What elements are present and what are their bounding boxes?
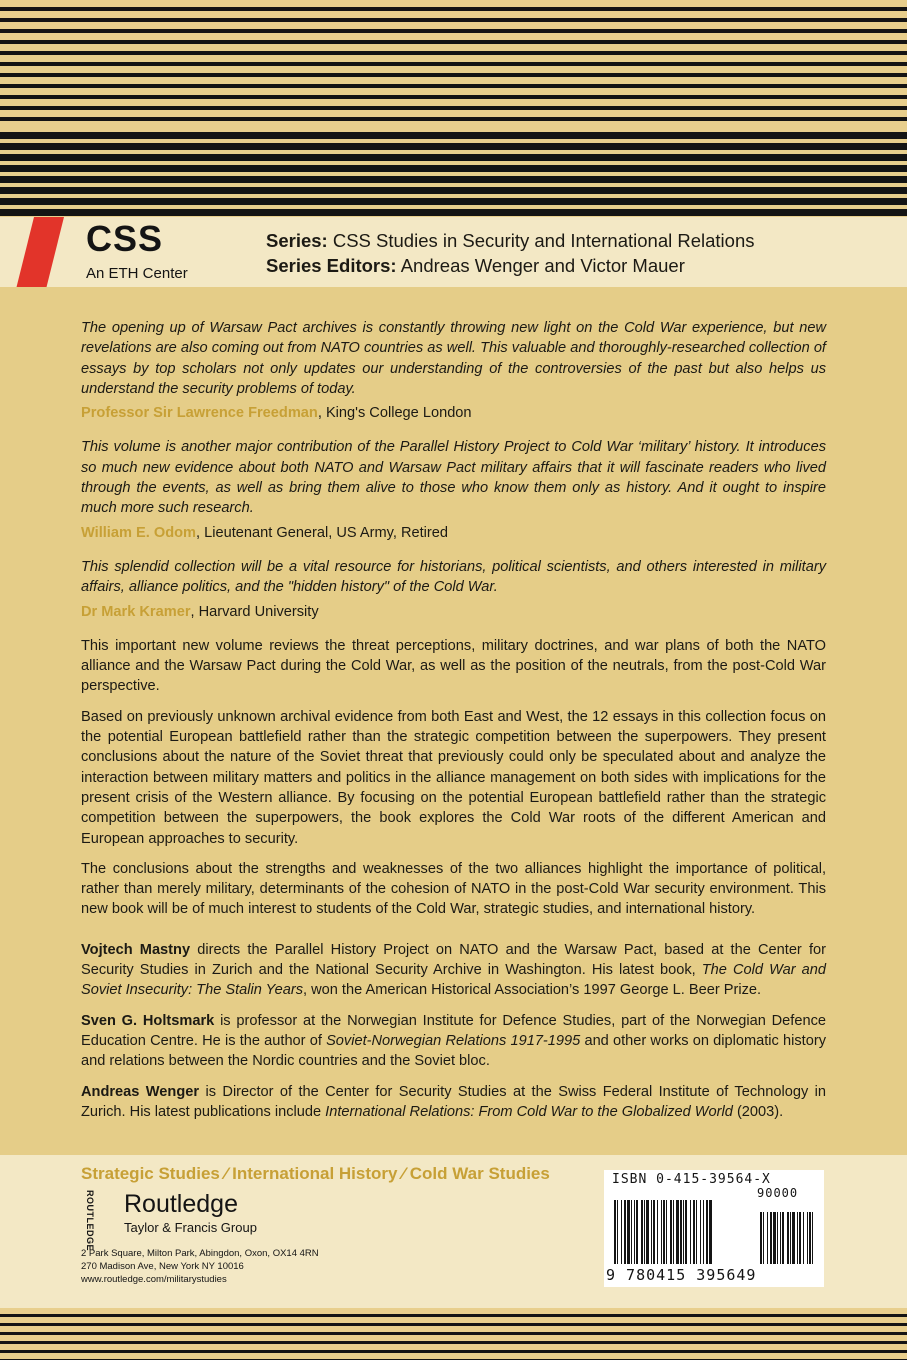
barcode-bar bbox=[773, 1212, 776, 1264]
barcode-bar bbox=[770, 1212, 772, 1264]
author-name: Andreas Wenger bbox=[81, 1083, 200, 1100]
barcode-bar bbox=[644, 1200, 645, 1264]
barcode-bar bbox=[621, 1200, 622, 1264]
barcode-bar bbox=[663, 1200, 665, 1264]
publisher-website: www.routledge.com/militarystudies bbox=[81, 1274, 227, 1285]
bio-text: is Director of the Center for Security Studies at the Swiss Federal Institute of Technology in Zurich. His latest publications include bbox=[81, 1083, 827, 1120]
publisher-group: Taylor & Francis Group bbox=[124, 1220, 257, 1235]
barcode-bar bbox=[700, 1200, 701, 1264]
endorser-affiliation: , Lieutenant General, US Army, Retired bbox=[196, 524, 449, 541]
endorser-affiliation: , King's College London bbox=[317, 405, 472, 422]
address-line: 270 Madison Ave, New York NY 10016 bbox=[81, 1261, 244, 1272]
barcode-bar bbox=[812, 1212, 813, 1264]
subject-categories: Strategic Studies ⁄ International History ⁄ Cold War Studies bbox=[81, 1164, 550, 1183]
author-name: Vojtech Mastny bbox=[81, 941, 191, 958]
barcode-bar bbox=[680, 1200, 682, 1264]
barcode-bar bbox=[631, 1200, 632, 1264]
series-info bbox=[266, 228, 754, 278]
book-title: Soviet-Norwegian Relations 1917-1995 bbox=[326, 1032, 581, 1049]
barcode-bar bbox=[653, 1200, 655, 1264]
bio-text: , won the American Historical Association’s 1997 George L. Beer Prize. bbox=[303, 982, 762, 999]
editors-line bbox=[266, 253, 754, 278]
book-title: The Cold War and Soviet Insecurity: The Stalin Years bbox=[81, 962, 826, 999]
barcode-bar bbox=[703, 1200, 704, 1264]
barcode-bar bbox=[790, 1212, 791, 1264]
css-logo-text: CSS bbox=[86, 218, 164, 259]
back-cover-content bbox=[81, 318, 826, 1132]
author-name: Sven G. Holtsmark bbox=[81, 1012, 215, 1029]
description-paragraph: This important new volume reviews the threat perceptions, military doctrines, and war plans of both the NATO alliance and the Warsaw Pact during the Cold War, as well as the position of the neutrals, from the post-Cold War perspective. bbox=[81, 637, 826, 695]
description-paragraph: Based on previously unknown archival evidence from both East and West, the 12 essays in this collection focus on the potential European battlefield rather than the strategic competition between the superpowers. They present conclusions about the nature of the Soviet threat that previously could only be speculated about and analyze the interaction between military matters and politics in the alliance management on both sides with implications for the present crisis of the Western alliance. By focusing on the potential European battlefield rather than the strategic competition between the superpowers, the book explores the Cold War roots of the different American and European approaches to security. bbox=[81, 708, 826, 847]
publisher-name: Routledge bbox=[124, 1190, 238, 1218]
css-logo-subtitle: An ETH Center bbox=[86, 265, 188, 282]
barcode-bar bbox=[787, 1212, 789, 1264]
bottom-stripes bbox=[0, 1308, 907, 1360]
endorser-name: Dr Mark Kramer bbox=[81, 603, 191, 620]
barcode-bar bbox=[634, 1200, 635, 1264]
endorsement-attribution bbox=[81, 602, 826, 622]
barcode-bar bbox=[797, 1212, 798, 1264]
price-code: 90000 bbox=[757, 1186, 799, 1200]
endorser-name: Professor Sir Lawrence Freedman bbox=[81, 405, 318, 422]
barcode-bar bbox=[709, 1200, 712, 1264]
barcode-bar bbox=[685, 1200, 687, 1264]
endorsement-quote: This volume is another major contribution of the Parallel History Project to Cold War ‘military’ history. It introduces so much new evidence about both NATO and Warsaw Pact military affairs that it will fascinate readers who lived through the events, as well as bring them alive to those who know them only as history. And it ought to inspire much more such research. bbox=[81, 439, 826, 517]
barcode-bar bbox=[673, 1200, 674, 1264]
top-stripes-dense bbox=[0, 128, 907, 217]
barcode-bar bbox=[661, 1200, 662, 1264]
endorsement-attribution bbox=[81, 403, 826, 423]
barcode-bar bbox=[670, 1200, 672, 1264]
section-gap bbox=[81, 930, 826, 940]
routledge-logo-mark: ROUTLEDGE bbox=[85, 1190, 95, 1252]
bio-text: and other works on diplomatic history and relations between the Nordic countries and the Soviet bloc. bbox=[81, 1032, 826, 1070]
barcode-bar bbox=[614, 1200, 616, 1264]
endorsement-quote: The opening up of Warsaw Pact archives is constantly throwing new light on the Cold War experience, but new revelations are also coming out from NATO countries as well. This valuable and thoroughly-researched collection of essays by top scholars not only updates our understanding of the controversies of the past but also helps us understand the security problems of today. bbox=[81, 320, 826, 397]
author-bio bbox=[81, 940, 826, 1001]
barcode-bar bbox=[693, 1200, 695, 1264]
series-label: Series: bbox=[266, 230, 328, 251]
barcode-bar bbox=[706, 1200, 708, 1264]
barcode-bar bbox=[760, 1212, 762, 1264]
barcode-bar bbox=[641, 1200, 643, 1264]
barcode-bar bbox=[690, 1200, 691, 1264]
series-line bbox=[266, 228, 754, 253]
bio-text: (2003). bbox=[732, 1103, 784, 1120]
barcode-bar bbox=[676, 1200, 679, 1264]
endorsement-quote: This splendid collection will be a vital resource for historians, political scientists, and others interested in military affairs, alliance politics, and the "hidden history" of the Cold War. bbox=[81, 558, 826, 596]
barcode-graphic bbox=[608, 1200, 820, 1266]
barcode-bar bbox=[780, 1212, 781, 1264]
editors-value: Andreas Wenger and Victor Mauer bbox=[400, 255, 685, 276]
isbn-number: ISBN 0-415-39564-X bbox=[612, 1172, 771, 1187]
barcode-bar bbox=[624, 1200, 626, 1264]
barcode-bar bbox=[767, 1212, 768, 1264]
isbn-barcode-box bbox=[604, 1170, 824, 1287]
author-bio bbox=[81, 1082, 826, 1123]
endorser-name: William E. Odom bbox=[81, 524, 197, 541]
barcode-bar bbox=[782, 1212, 784, 1264]
barcode-bar bbox=[807, 1212, 808, 1264]
editors-label: Series Editors: bbox=[266, 255, 397, 276]
description-paragraph: The conclusions about the strengths and weaknesses of the two alliances highlight the importance of political, rather than merely military, determinants of the cohesion of NATO in the post-Cold War security environment. This new book will be of much interest to students of the Cold War, strategic studies, and international history. bbox=[81, 860, 826, 918]
barcode-bar bbox=[646, 1200, 649, 1264]
barcode-bar bbox=[627, 1200, 630, 1264]
publisher-address bbox=[81, 1247, 319, 1286]
bio-text: is professor at the Norwegian Institute for Defence Studies, part of the Norwegian Defence Education Centre. He is the author of bbox=[81, 1012, 826, 1049]
barcode-bar bbox=[683, 1200, 684, 1264]
address-line: 2 Park Square, Milton Park, Abingdon, Oxon, OX14 4RN bbox=[81, 1248, 319, 1259]
barcode-bar bbox=[617, 1200, 618, 1264]
barcode-bar bbox=[777, 1212, 778, 1264]
barcode-bar bbox=[809, 1212, 811, 1264]
bio-text: directs the Parallel History Project on NATO and the Warsaw Pact, based at the Center for Security Studies in Zurich and the National Security Archive in Washington. His latest book, bbox=[81, 941, 826, 979]
barcode-bar bbox=[792, 1212, 795, 1264]
book-title: International Relations: From Cold War to the Globalized World bbox=[325, 1103, 733, 1120]
barcode-bar bbox=[763, 1212, 764, 1264]
barcode-digits: 9 780415 395649 bbox=[606, 1266, 757, 1284]
barcode-bar bbox=[799, 1212, 801, 1264]
barcode-bar bbox=[636, 1200, 638, 1264]
endorser-affiliation: , Harvard University bbox=[190, 603, 319, 620]
barcode-bar bbox=[696, 1200, 697, 1264]
series-value: CSS Studies in Security and International Relations bbox=[332, 230, 755, 251]
barcode-bar bbox=[666, 1200, 667, 1264]
barcode-bar bbox=[803, 1212, 804, 1264]
endorsement-attribution bbox=[81, 523, 826, 543]
barcode-bar bbox=[657, 1200, 658, 1264]
author-bio bbox=[81, 1011, 826, 1072]
barcode-bar bbox=[651, 1200, 652, 1264]
